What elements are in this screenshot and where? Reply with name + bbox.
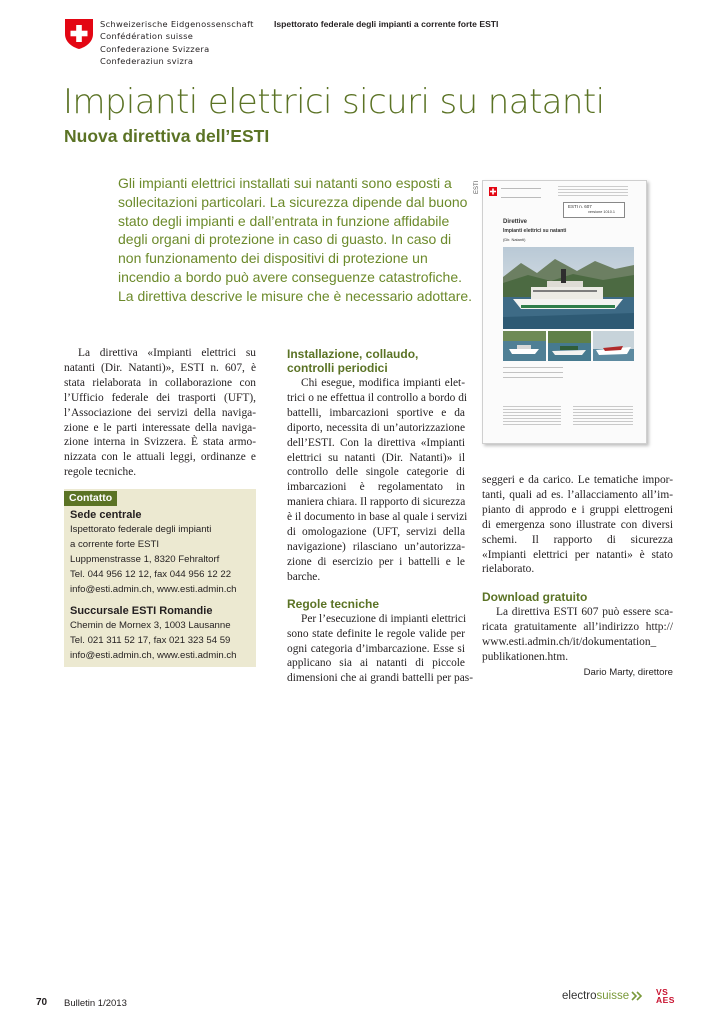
article-subtitle: Nuova direttiva dell’ESTI: [64, 126, 270, 146]
text-line: seggeri e da carico. Le tematiche impor-: [482, 474, 673, 486]
rules-paragraph-continued: [482, 473, 673, 577]
text-line: navigazione) rilasciano un’autorizza-: [287, 540, 465, 553]
text-line: barche.: [287, 570, 321, 583]
contact-line: Tel. 044 956 12 12, fax 044 956 12 22: [70, 569, 232, 580]
text-line: di omologazione (UFT, servizi della: [287, 526, 465, 539]
contact-line: Luppmenstrasse 1, 8320 Fehraltorf: [70, 554, 220, 565]
thumb-photo-boat-3: [593, 331, 634, 361]
section-heading-download: Download gratuito: [482, 590, 588, 605]
thumb-footer-lines-left: [503, 406, 561, 426]
thumb-address-lines: [558, 186, 628, 198]
text-line: l’Associazione dei servizi della naviga-: [64, 406, 256, 419]
download-link[interactable]: www.esti.admin.ch/it/dokumentation_: [482, 636, 657, 649]
text-line: schemi. Il rapporto di sicurezza: [482, 533, 673, 546]
text-line: è il documento in base al quale i servizi: [287, 511, 468, 524]
text-line: nizzata con le attuali leggi, ordinanze e: [64, 451, 256, 464]
federation-name-it: Confederazione Svizzera: [100, 43, 210, 54]
aes-mark: AES: [656, 995, 675, 1005]
text-line: zione di esercizio per i battelli e le: [287, 555, 465, 568]
contact-branch-title: Succursale ESTI Romandie: [70, 605, 213, 617]
lead-line: Gli impianti elettrici installati sui natanti sono esposti a: [118, 175, 452, 191]
contact-line: Chemin de Mornex 3, 1003 Lausanne: [70, 620, 231, 631]
vse-aes-logo: [656, 988, 674, 1004]
federation-name-de: Schweizerische Eidgenossenschaft: [100, 19, 254, 29]
text-line: battelli, imbarcazioni sportive e da: [287, 406, 465, 419]
vse-mark: VS: [656, 987, 669, 997]
heading-line: controlli periodici: [287, 361, 388, 375]
text-line: tanti, quali ad es. l’allacciamento all’im-: [482, 488, 673, 501]
thumb-number-box: [563, 202, 625, 218]
thumb-photo-boat-1: [503, 331, 546, 361]
figure-side-label: ESTI: [474, 180, 480, 194]
text-line: elettrici su natanti (Dir. Natanti)» il: [287, 451, 465, 464]
download-paragraph: [482, 605, 673, 665]
lead-line: non funzionamento dei dispositivi di protezione un: [118, 250, 428, 267]
logo-text-electro: electro: [562, 990, 597, 1002]
lead-line: incendio a bordo può avere conseguenze catastrofiche.: [118, 268, 463, 285]
contact-email-web: info@esti.admin.ch, www.esti.admin.ch: [70, 650, 237, 661]
rules-paragraph: [287, 612, 473, 687]
text-line: ricata gratuitamente all’indirizzo http://: [482, 621, 673, 634]
federation-names: [100, 18, 254, 68]
text-line: stata rielaborata in collaborazione con: [64, 376, 256, 389]
text-line: La direttiva ESTI 607 può essere sca-: [496, 606, 673, 619]
installation-paragraph: [287, 376, 468, 585]
issue-label: Bulletin 1/2013: [64, 998, 127, 1009]
text-line: dimensioni che ai grandi battelli per pas-: [287, 672, 473, 685]
text-line: natanti (Dir. Natanti)», ESTI n. 607, è: [64, 361, 256, 374]
text-line: rielaborato.: [482, 563, 535, 576]
swiss-coat-of-arms-icon: [64, 18, 94, 50]
section-heading-rules: Regole tecniche: [287, 596, 380, 611]
thumb-doc-title: Impianti elettrici su natanti: [503, 228, 567, 234]
thumb-doc-number: ESTI n. 607: [568, 204, 592, 209]
lead-line: degli organi di protezione in caso di guasto. In caso di: [118, 231, 452, 248]
heading-line: Installazione, collaudo,: [287, 347, 419, 361]
contact-email-web: info@esti.admin.ch, www.esti.admin.ch: [70, 584, 237, 595]
lead-paragraph: [118, 174, 473, 306]
article-title: Impianti elettrici sicuri su natanti: [63, 82, 605, 122]
thumb-doc-heading: Direttive: [503, 219, 528, 225]
text-line: «Impianti elettrici per natanti» è stato: [482, 548, 673, 561]
directive-document-thumbnail: [482, 180, 647, 444]
column-3: [482, 473, 673, 678]
thumb-footer-lines-right: [573, 406, 633, 426]
thumb-header-lines: [501, 188, 541, 198]
text-line: Per l’esecuzione di impianti elettrici: [301, 612, 467, 625]
thumb-doc-subtitle: (Dir. Natanti): [503, 237, 526, 242]
text-line: regole tecniche.: [64, 466, 137, 479]
text-line: imbarcazioni è regolamentato in: [287, 481, 465, 494]
text-line: maniera chiara. Il rapporto di sicurezza: [287, 496, 466, 509]
contact-line: Tel. 021 311 52 17, fax 021 323 54 59: [70, 635, 231, 646]
text-line: zione interna in Svizzera. È stata armo-: [64, 436, 256, 449]
thumb-doc-version: versione 1010.1: [588, 210, 616, 214]
text-line: zione e le parti interessate della naviga-: [64, 421, 256, 434]
contact-line: a corrente forte ESTI: [70, 539, 160, 550]
logo-chevrons-icon: [631, 991, 645, 1001]
text-line: dell’ESTI. Con la direttiva «Impianti: [287, 436, 465, 449]
download-link[interactable]: publikationen.htm.: [482, 651, 569, 664]
text-line: applicano sia ai natanti di piccole: [287, 657, 465, 670]
text-line: Chi esegue, modifica impianti elet-: [301, 377, 465, 389]
contact-tab-label: Contatto: [64, 491, 117, 506]
text-line: l’Ufficio federale dei trasporti (UFT),: [64, 391, 256, 404]
section-heading-installation: [287, 347, 465, 375]
text-line: pianto di approdo e i gruppi elettrogeni: [482, 503, 673, 516]
contact-hq-title: Sede centrale: [70, 509, 142, 521]
federation-name-fr: Confédération suisse: [100, 31, 194, 42]
text-line: controllo delle singole categorie di: [287, 466, 465, 479]
thumb-photo-steamboat: [503, 247, 634, 329]
lead-line: stato degli impianti e dall’entrata in funzione affidabile: [118, 212, 450, 229]
federation-name-rm: Confederaziun svizra: [100, 56, 194, 67]
text-line: sono state definite le regole valide per: [287, 627, 465, 640]
column-2: [287, 347, 473, 686]
logo-text-suisse: suisse: [596, 990, 630, 1002]
contact-hq-address: [70, 522, 237, 597]
text-line: di emergenza sono illustrate con diversi: [482, 518, 673, 531]
lead-line: La direttiva descrive le misure che è necessario adottare.: [118, 287, 473, 304]
inspectorate-name: Ispettorato federale degli impianti a corrente forte ESTI: [274, 19, 499, 29]
text-line: La direttiva «Impianti elettrici su: [78, 347, 256, 359]
text-line: ogni categoria d’imbarcazione. Esse si: [287, 642, 465, 655]
contact-line: Ispettorato federale degli impianti: [70, 524, 212, 535]
electrosuisse-logo: [562, 990, 645, 1002]
author-signature: Dario Marty, direttore: [583, 666, 673, 678]
thumb-meta-lines: [503, 367, 563, 381]
text-line: diporto, necessita di un’autorizzazione: [287, 421, 465, 434]
thumb-photo-boat-2: [548, 331, 591, 361]
lead-line: sollecitazioni particolari. La sicurezza dipende dal buono: [118, 193, 468, 210]
text-line: trici o ne effettua il controllo a bordo di: [287, 391, 468, 404]
page-number: 70: [36, 997, 48, 1008]
thumb-swiss-icon: [489, 187, 497, 196]
column-1-paragraph: [64, 346, 256, 480]
contact-branch-address: [70, 618, 237, 663]
